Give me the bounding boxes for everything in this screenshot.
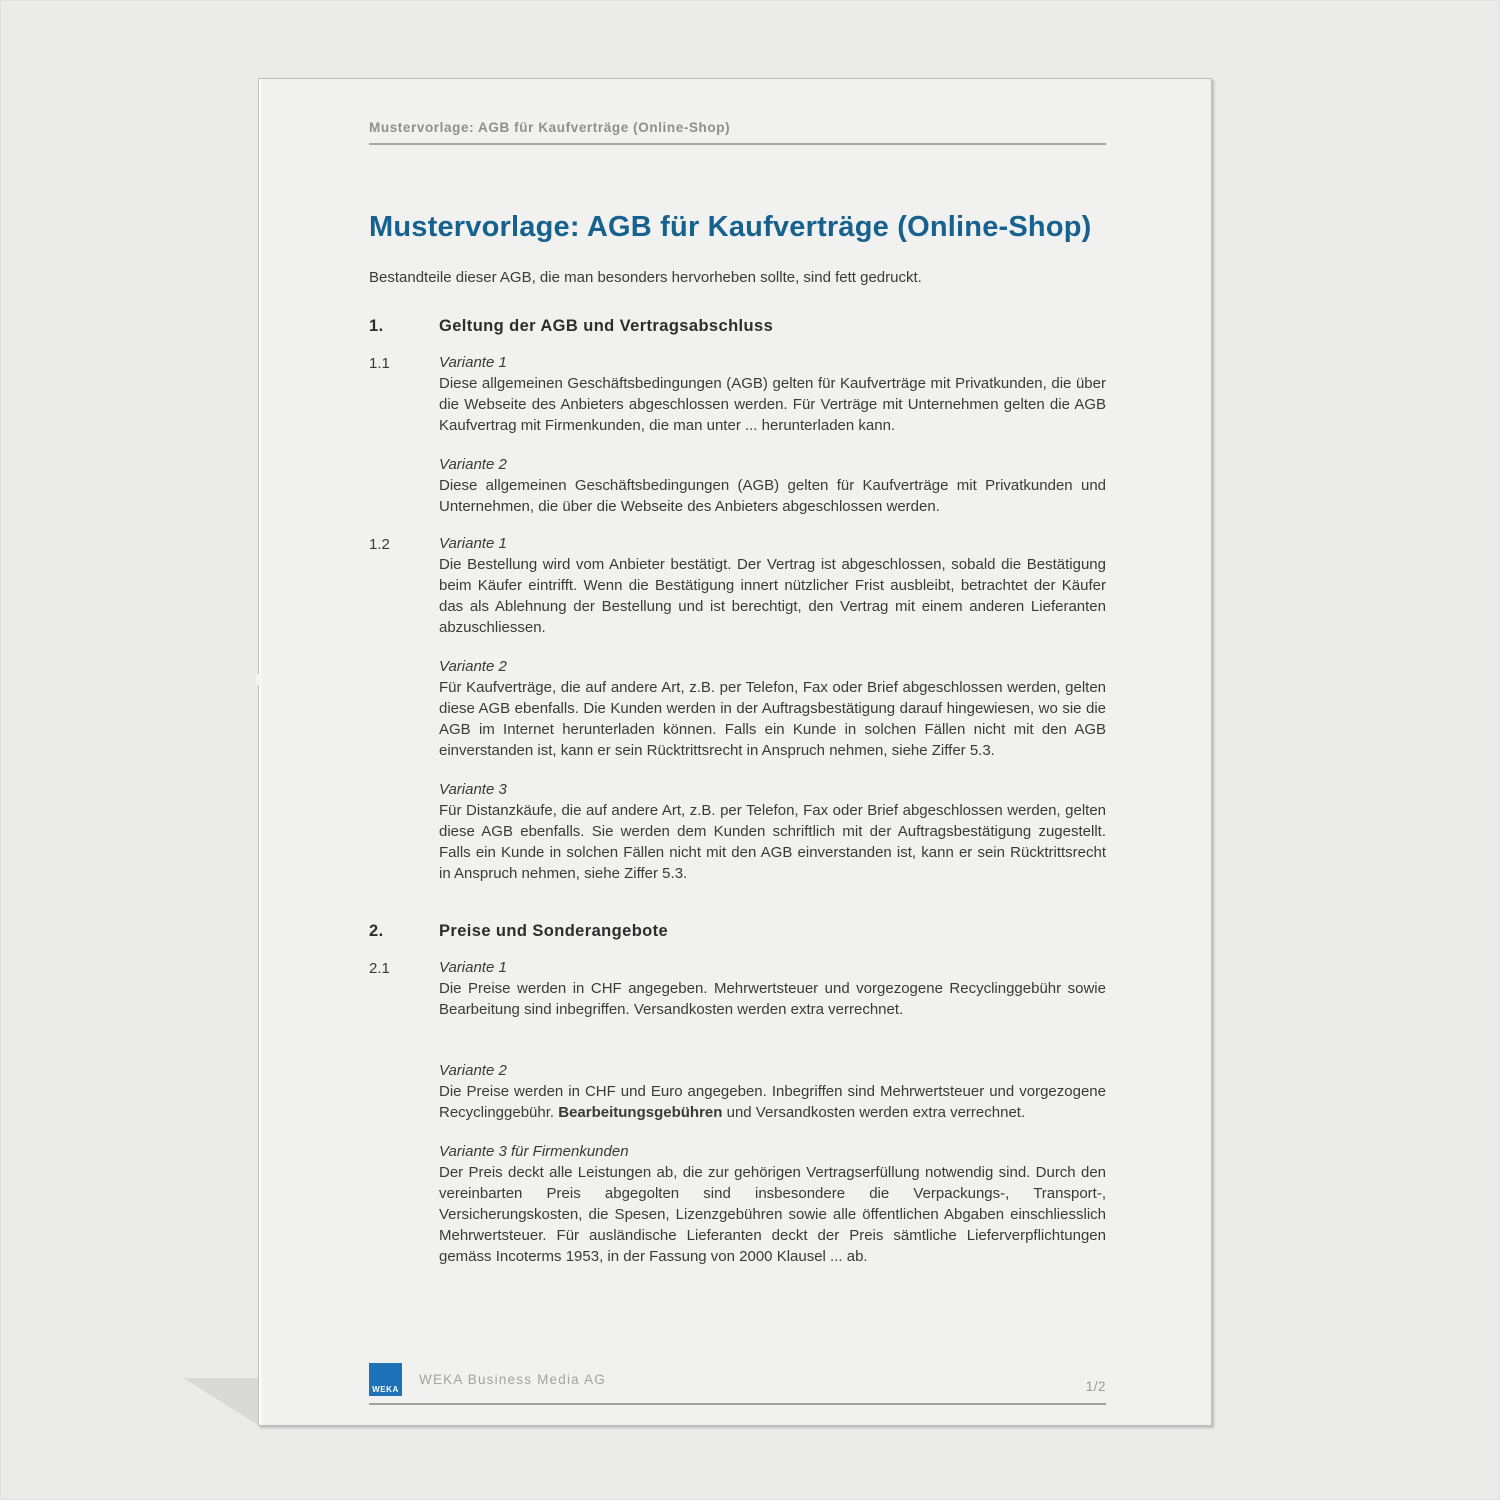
clause-blocks — [439, 533, 1106, 884]
section-heading — [369, 317, 1106, 336]
variant-text: Diese allgemeinen Geschäftsbedingungen (AGB) gelten für Kaufverträge mit Privatkunden, die über die Webseite des Anbieters abgeschlossen werden. Für Verträge mit Unternehmen gelten die AGB Kaufvertrag mit Firmenkunden, die man unter ... herunterladen kann. — [439, 375, 1106, 434]
variant-label: Variante 1 — [439, 959, 507, 976]
page-fold-shadow — [183, 1378, 258, 1425]
variant-label: Variante 3 für Firmenkunden — [439, 1143, 629, 1160]
section-number: 1. — [369, 317, 384, 335]
variant-text: Für Distanzkäufe, die auf andere Art, z.B. per Telefon, Fax oder Brief abgeschlossen werden, gelten diese AGB ebenfalls. Sie werden dem Kunden schriftlich mit der Auftragsbestätigung zugestellt. Falls ein Kunde in solchen Fällen nicht mit den AGB einverstanden ist, kann er sein Rücktrittsrecht in Anspruch nehmen, siehe Ziffer 5.3. — [439, 802, 1106, 882]
clause-number: 1.1 — [369, 355, 390, 372]
variant-block — [439, 352, 1106, 436]
page-content — [369, 79, 1106, 1267]
variant-block — [439, 779, 1106, 884]
section-number: 2. — [369, 922, 384, 940]
page-edge-notch — [256, 674, 263, 685]
variant-text: Diese allgemeinen Geschäftsbedingungen (AGB) gelten für Kaufverträge mit Privatkunden und Unternehmen, die über die Webseite des Anbieters abgeschlossen werden. — [439, 477, 1106, 515]
variant-text: Für Kaufverträge, die auf andere Art, z.B. per Telefon, Fax oder Brief abgeschlossen werden, gelten diese AGB ebenfalls. Die Kunden werden in der Auftragsbestätigung darauf hingewiesen, wo sie die AGB im Internet herunterladen können. Falls ein Kunde in solchen Fällen nicht mit den AGB einverstanden ist, kann er sein Rücktrittsrecht in Anspruch nehmen, siehe Ziffer 5.3. — [439, 679, 1106, 759]
page-indicator: 1/2 — [1085, 1379, 1106, 1394]
variant-label: Variante 2 — [439, 456, 507, 473]
footer-row — [369, 1363, 1106, 1396]
variant-label: Variante 1 — [439, 535, 507, 552]
variant-text: Die Bestellung wird vom Anbieter bestätigt. Der Vertrag ist abgeschlossen, sobald die Bestätigung beim Käufer eintrifft. Wenn die Bestätigung innert nützlicher Frist ausbleibt, betrachtet der Käufer das als Ablehnung der Bestellung und ist berechtigt, den Vertrag mit einem anderen Lieferanten abzuschliessen. — [439, 556, 1106, 636]
clause-blocks — [439, 352, 1106, 517]
clause-item — [369, 533, 1106, 884]
variant-block — [439, 1060, 1106, 1123]
page-title: Mustervorlage: AGB für Kaufverträge (Online-Shop) — [369, 211, 1092, 243]
footer-divider — [369, 1403, 1106, 1405]
variant-block — [439, 656, 1106, 761]
footer-company: WEKA Business Media AG — [419, 1372, 606, 1387]
section-heading — [369, 922, 1106, 941]
clause-item — [369, 957, 1106, 1267]
section-title: Preise und Sonderangebote — [439, 922, 669, 940]
variant-block — [439, 454, 1106, 517]
document-page — [258, 78, 1212, 1426]
intro-paragraph: Bestandteile dieser AGB, die man besonders hervorheben sollte, sind fett gedruckt. — [369, 269, 922, 286]
variant-text-pre: Die Preise werden in CHF und Euro angegeben. Inbegriffen sind Mehrwertsteuer und vorgezogene Recyclinggebühr. — [439, 1083, 1106, 1121]
variant-text-bold: Bearbeitungsgebühren — [558, 1104, 723, 1121]
variant-label: Variante 1 — [439, 354, 507, 371]
variant-text — [439, 1081, 1106, 1123]
weka-logo — [369, 1363, 402, 1396]
clause-number: 1.2 — [369, 536, 390, 553]
section-title: Geltung der AGB und Vertragsabschluss — [439, 317, 774, 335]
variant-label: Variante 2 — [439, 658, 507, 675]
variant-label: Variante 3 — [439, 781, 507, 798]
variant-block — [439, 957, 1106, 1020]
variant-block — [439, 533, 1106, 638]
clause-blocks — [439, 957, 1106, 1267]
clause-number: 2.1 — [369, 960, 390, 977]
page-footer — [369, 1363, 1106, 1405]
running-header: Mustervorlage: AGB für Kaufverträge (Online-Shop) — [369, 120, 1106, 145]
variant-text-post: und Versandkosten werden extra verrechnet. — [722, 1104, 1026, 1121]
variant-block — [439, 1141, 1106, 1267]
weka-logo-label: WEKA — [372, 1385, 399, 1394]
variant-label: Variante 2 — [439, 1062, 507, 1079]
variant-text: Der Preis deckt alle Leistungen ab, die zur gehörigen Vertragserfüllung notwendig sind. Durch den vereinbarten Preis abgegolten sind insbesondere die Verpackungs-, Transport-, Versicherungskosten, die Spesen, Lizenzgebühren sowie alle öffentlichen Abgaben einschliesslich Mehrwertsteuer. Für ausländische Lieferanten deckt der Preis sämtliche Lieferverpflichtungen gemäss Incoterms 1953, in der Fassung von 2000 Klausel ... ab. — [439, 1164, 1106, 1265]
variant-text: Die Preise werden in CHF angegeben. Mehrwertsteuer und vorgezogene Recyclinggebühr sowie Bearbeitung sind inbegriffen. Versandkosten werden extra verrechnet. — [439, 980, 1106, 1018]
clause-item — [369, 352, 1106, 517]
